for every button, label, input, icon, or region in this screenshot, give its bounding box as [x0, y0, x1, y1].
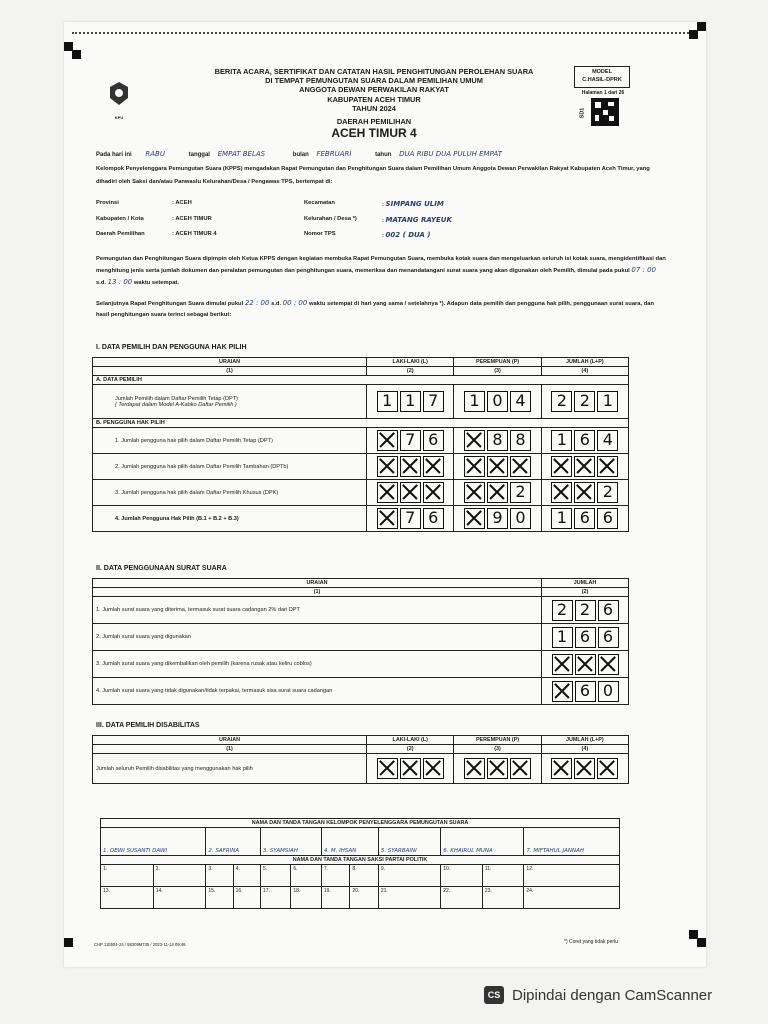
daerah-pemilihan-label: Daerah Pemilihan [96, 231, 145, 237]
col-uraian: URAIAN [93, 736, 367, 745]
document-page [64, 22, 706, 967]
time-end: 13 : 00 [107, 278, 133, 286]
daerah-value: : ACEH TIMUR 4 [172, 231, 217, 237]
saksi-title: NAMA DAN TANDA TANGAN SAKSI PARTAI POLITIK [101, 856, 620, 865]
header-line: ANGGOTA DEWAN PERWAKILAN RAKYAT [299, 85, 449, 95]
disabilitas-jumlah [541, 754, 628, 784]
section-2-table [92, 578, 629, 705]
dpt-laki: 1 1 7 [367, 385, 454, 419]
kpps-signature: 2. SAFRINA [206, 828, 261, 856]
count-text: Selanjutnya Rapat Penghitungan Suara dimulai pukul [96, 301, 244, 307]
saksi-cell: 5. [260, 865, 290, 887]
saksi-cell: 4. [233, 865, 260, 887]
ss-r3-label [93, 651, 542, 678]
b2-laki [367, 454, 454, 480]
saksi-cell: 23. [482, 887, 524, 909]
b4-label: 4. Jumlah Pengguna Hak Pilih (B.1 + B.2 + B.3) [93, 506, 367, 532]
footnote: *) Coret yang tidak perlu [564, 939, 618, 945]
provinsi-text: ACEH [175, 200, 192, 206]
col-num: (2) [542, 588, 629, 597]
camscanner-icon: CS [484, 986, 504, 1004]
dpt-note: ( Terdapat dalam Model A-Kabko Daftar Pemilih ) [115, 401, 237, 408]
saksi-cell: 3. [206, 865, 233, 887]
kpps-title: NAMA DAN TANDA TANGAN KELOMPOK PENYELENGGARA PEMUNGUTAN SUARA [101, 819, 620, 828]
bulan-label: bulan [292, 152, 309, 158]
section-3-table [92, 735, 629, 784]
ss-r1-label: 1. Jumlah surat suara yang diterima, termasuk surat suara cadangan 2% dari DPT [93, 597, 542, 624]
kpps-signature: 5. SYARBAINI [378, 828, 440, 856]
col-num: (1) [93, 588, 542, 597]
b3-laki [367, 480, 454, 506]
bulan-value: FEBRUARI [316, 150, 352, 158]
tanggal-value: EMPAT BELAS [217, 150, 266, 158]
ss-r4-label: 4. Jumlah surat suara yang tidak digunakan/tidak terpakai, termasuk sisa surat suara cadangan [93, 678, 542, 705]
col-num: (4) [541, 367, 628, 376]
daerah-row [96, 231, 145, 237]
saksi-cell: 10. [441, 865, 483, 887]
col-perempuan: PEREMPUAN (P) [454, 736, 541, 745]
header-line: KABUPATEN ACEH TIMUR [327, 94, 421, 104]
model-box [574, 66, 630, 88]
b1-jumlah: 1 6 4 [541, 428, 628, 454]
saksi-cell: 12. [524, 865, 620, 887]
disabilitas-perempuan [454, 754, 541, 784]
saksi-cell: 19. [321, 887, 350, 909]
saksi-cell: 14. [153, 887, 206, 909]
header-line: TAHUN 2024 [352, 103, 396, 113]
disabilitas-laki [367, 754, 454, 784]
ss-r3-text: 3. Jumlah surat suara yang dikembalikan oleh pemilih (karena rusak atau keliru coblos) [96, 661, 312, 667]
b2-jumlah [541, 454, 628, 480]
saksi-cell: 6. [291, 865, 321, 887]
count-paragraph [96, 298, 666, 321]
saksi-cell: 8. [350, 865, 379, 887]
provinsi-label: Provinsi [96, 200, 119, 206]
model-code: C.HASIL-DPRK [582, 77, 622, 83]
section-a-title: A. DATA PEMILIH [93, 376, 629, 385]
kpu-logo [106, 78, 132, 120]
saksi-cell: 1. [101, 865, 154, 887]
time-start: 07 : 00 [631, 266, 656, 274]
col-num: (2) [367, 745, 454, 754]
col-num: (3) [454, 367, 541, 376]
col-jumlah: JUMLAH (L+P) [541, 358, 628, 367]
b3-perempuan: 2 [454, 480, 541, 506]
saksi-cell: 15. [206, 887, 233, 909]
hari-value: RABU [145, 150, 165, 158]
header-line: DI TEMPAT PEMUNGUTAN SUARA DALAM PEMILIHAN UMUM [265, 76, 483, 86]
dpt-jumlah: 2 2 1 [541, 385, 628, 419]
saksi-cell: 2. [153, 865, 206, 887]
kabupaten-row [96, 216, 144, 222]
b2-label: 2. Jumlah pengguna hak pilih dalam Daftar Pemilih Tambahan (DPTb) [93, 454, 367, 480]
document-code: CHP 115504-24 / 58309M735 / 2023-11-14 09:46 [94, 942, 186, 947]
sd-label: s.d. [271, 301, 282, 307]
b4-laki: 7 6 [367, 506, 454, 532]
col-num: (1) [93, 367, 367, 376]
corner-marker [64, 938, 73, 947]
ss-r4-value: 6 0 [542, 678, 629, 705]
section-1-title: I. DATA PEMILIH DAN PENGGUNA HAK PILIH [96, 344, 247, 351]
kecamatan-label: Kecamatan [304, 200, 335, 206]
sd-label: s.d. [96, 280, 106, 286]
tahun-label: tahun [375, 152, 392, 158]
col-uraian: URAIAN [93, 358, 367, 367]
section-1-table [92, 357, 629, 532]
b2-perempuan [454, 454, 541, 480]
saksi-cell: 18. [291, 887, 321, 909]
saksi-cell: 7. [321, 865, 350, 887]
corner-marker [697, 938, 706, 947]
kpps-signature: 3. SYAMSIAH [260, 828, 321, 856]
col-num: (4) [541, 745, 628, 754]
col-laki: LAKI-LAKI (L) [367, 358, 454, 367]
saksi-cell: 16. [233, 887, 260, 909]
date-line [96, 150, 656, 158]
kpps-signature: 7. MIFTAHUL JANNAH [524, 828, 620, 856]
dpt-label: Jumlah Pemilih dalam Daftar Pemilih Tetap (DPT) [115, 395, 239, 402]
saksi-cell: 21. [378, 887, 440, 909]
tps-value: : 002 ( DUA ) [382, 231, 431, 239]
sdi-label: SD1 [579, 107, 586, 119]
b1-label: 1. Jumlah pengguna hak pilih dalam Daftar Pemilih Tetap (DPT) [93, 428, 367, 454]
b4-perempuan: 9 0 [454, 506, 541, 532]
kelurahan-label: Kelurahan / Desa *) [304, 216, 357, 222]
dpt-row-label [93, 385, 367, 419]
daerah-text: ACEH TIMUR 4 [175, 231, 217, 237]
section-b-title: B. PENGGUNA HAK PILIH [93, 419, 629, 428]
ss-r2-label: 2. Jumlah surat suara yang digunakan [93, 624, 542, 651]
saksi-cell: 24. [524, 887, 620, 909]
header-line: BERITA ACARA, SERTIFIKAT DAN CATATAN HASIL PENGHITUNGAN PEROLEHAN SUARA [214, 67, 534, 76]
saksi-cell: 13. [101, 887, 154, 909]
kelurahan-text: MATANG RAYEUK [385, 216, 452, 224]
intro-paragraph: Kelompok Penyelenggara Pemungutan Suara (KPPS) mengadakan Rapat Pemungutan dan Penghitungan Suara dalam Pemilihan Umum Anggota Dewan Perwakilan Rakyat Kabupaten Aceh Timur, yang dihadiri oleh Saksi dan/atau Panwaslu Kelurahan/Desa / Pengawas TPS, bertempat di: [96, 166, 650, 185]
kpps-signature: 1. DEWI SUSANTI DAWI [101, 828, 206, 856]
model-label: MODEL [592, 69, 612, 75]
date-prefix: Pada hari ini [96, 152, 132, 158]
b3-label: 3. Jumlah pengguna hak pilih dalam Daftar Pemilih Khusus (DPK) [93, 480, 367, 506]
disabilitas-label: Jumlah seluruh Pemilih disabilitas yang menggunakan hak pilih [93, 754, 367, 784]
b4-jumlah: 1 6 6 [541, 506, 628, 532]
b3-jumlah: 2 [541, 480, 628, 506]
saksi-cell: 22. [441, 887, 483, 909]
page-count: Halaman 1 dari 26 [581, 90, 625, 96]
col-perempuan: PEREMPUAN (P) [454, 358, 541, 367]
daerah-title: ACEH TIMUR 4 [331, 126, 417, 141]
tahun-value: DUA RIBU DUA PULUH EMPAT [399, 150, 502, 158]
b1-laki: 7 6 [367, 428, 454, 454]
kpps-signature: 4. M. IHSAN [321, 828, 378, 856]
count-end: 00 : 00 [282, 299, 308, 307]
count-text-2: waktu setempat di hari yang sama / setelahnya *). Adapun data pemilih dan pengguna hak pilih, penggunaan surat suara, dan hasil penghitungan suara terinci sebagai berikut: [96, 301, 655, 318]
saksi-cell: 20. [350, 887, 379, 909]
qr-code [591, 98, 619, 126]
tps-text: 002 ( DUA ) [385, 231, 431, 239]
col-jumlah: JUMLAH (L+P) [541, 736, 628, 745]
procedure-paragraph [96, 254, 666, 289]
signature-table [100, 818, 620, 909]
kabupaten-value: : ACEH TIMUR [172, 216, 212, 222]
saksi-cell: 17. [260, 887, 290, 909]
count-start: 22 : 00 [244, 299, 270, 307]
corner-marker [72, 50, 81, 59]
camscanner-watermark [484, 986, 712, 1004]
kpps-row [101, 828, 620, 856]
dpt-perempuan: 1 0 4 [454, 385, 541, 419]
kabupaten-label: Kabupaten / Kota [96, 216, 144, 222]
tanggal-label: tanggal [188, 152, 210, 158]
camscanner-text: Dipindai dengan CamScanner [512, 986, 713, 1004]
corner-marker [689, 30, 698, 39]
tps-label: Nomor TPS [304, 231, 336, 237]
kpps-signature: 6. KHAIRUL MUNA [441, 828, 524, 856]
document-header [154, 67, 594, 140]
saksi-row-1 [101, 865, 620, 887]
saksi-row-2 [101, 887, 620, 909]
section-3-title: III. DATA PEMILIH DISABILITAS [96, 722, 200, 729]
kelurahan-value: : MATANG RAYEUK [382, 216, 452, 224]
kecamatan-value: : SIMPANG ULIM [382, 200, 444, 208]
col-jumlah: JUMLAH [542, 579, 629, 588]
logo-label: KPU [114, 115, 124, 120]
section-2-title: II. DATA PENGGUNAAN SURAT SUARA [96, 565, 227, 572]
provinsi-row [96, 200, 119, 206]
top-dotted-border [72, 32, 692, 34]
kabupaten-text: ACEH TIMUR [175, 216, 212, 222]
col-laki: LAKI-LAKI (L) [367, 736, 454, 745]
kecamatan-text: SIMPANG ULIM [385, 200, 444, 208]
ss-r1-value: 2 2 6 [542, 597, 629, 624]
b1-perempuan: 8 8 [454, 428, 541, 454]
daerah-label: DAERAH PEMILIHAN [336, 117, 412, 127]
corner-marker [697, 22, 706, 31]
col-uraian: URAIAN [93, 579, 542, 588]
waktu-label: waktu setempat. [133, 280, 179, 286]
col-num: (1) [93, 745, 367, 754]
procedure-text: Pemungutan dan Penghitungan Suara dipimpin oleh Ketua KPPS dengan kegiatan membuka Rapat Pemungutan Suara, membuka kotak suara dan mengeluarkan seluruh isi kotak suara, mengidentifikasi dan menghitung jenis serta jumlah dokumen dan peralatan pemungutan dan penghitungan suara, memeriksa dan menandatangani surat suara yang akan digunakan oleh Pemilih, dimulai pada pukul [96, 256, 666, 274]
ss-r2-value: 1 6 6 [542, 624, 629, 651]
col-num: (2) [367, 367, 454, 376]
saksi-cell: 11. [482, 865, 524, 887]
provinsi-value: : ACEH [172, 200, 192, 206]
saksi-cell: 9. [378, 865, 440, 887]
col-num: (3) [454, 745, 541, 754]
ss-r3-value [542, 651, 629, 678]
